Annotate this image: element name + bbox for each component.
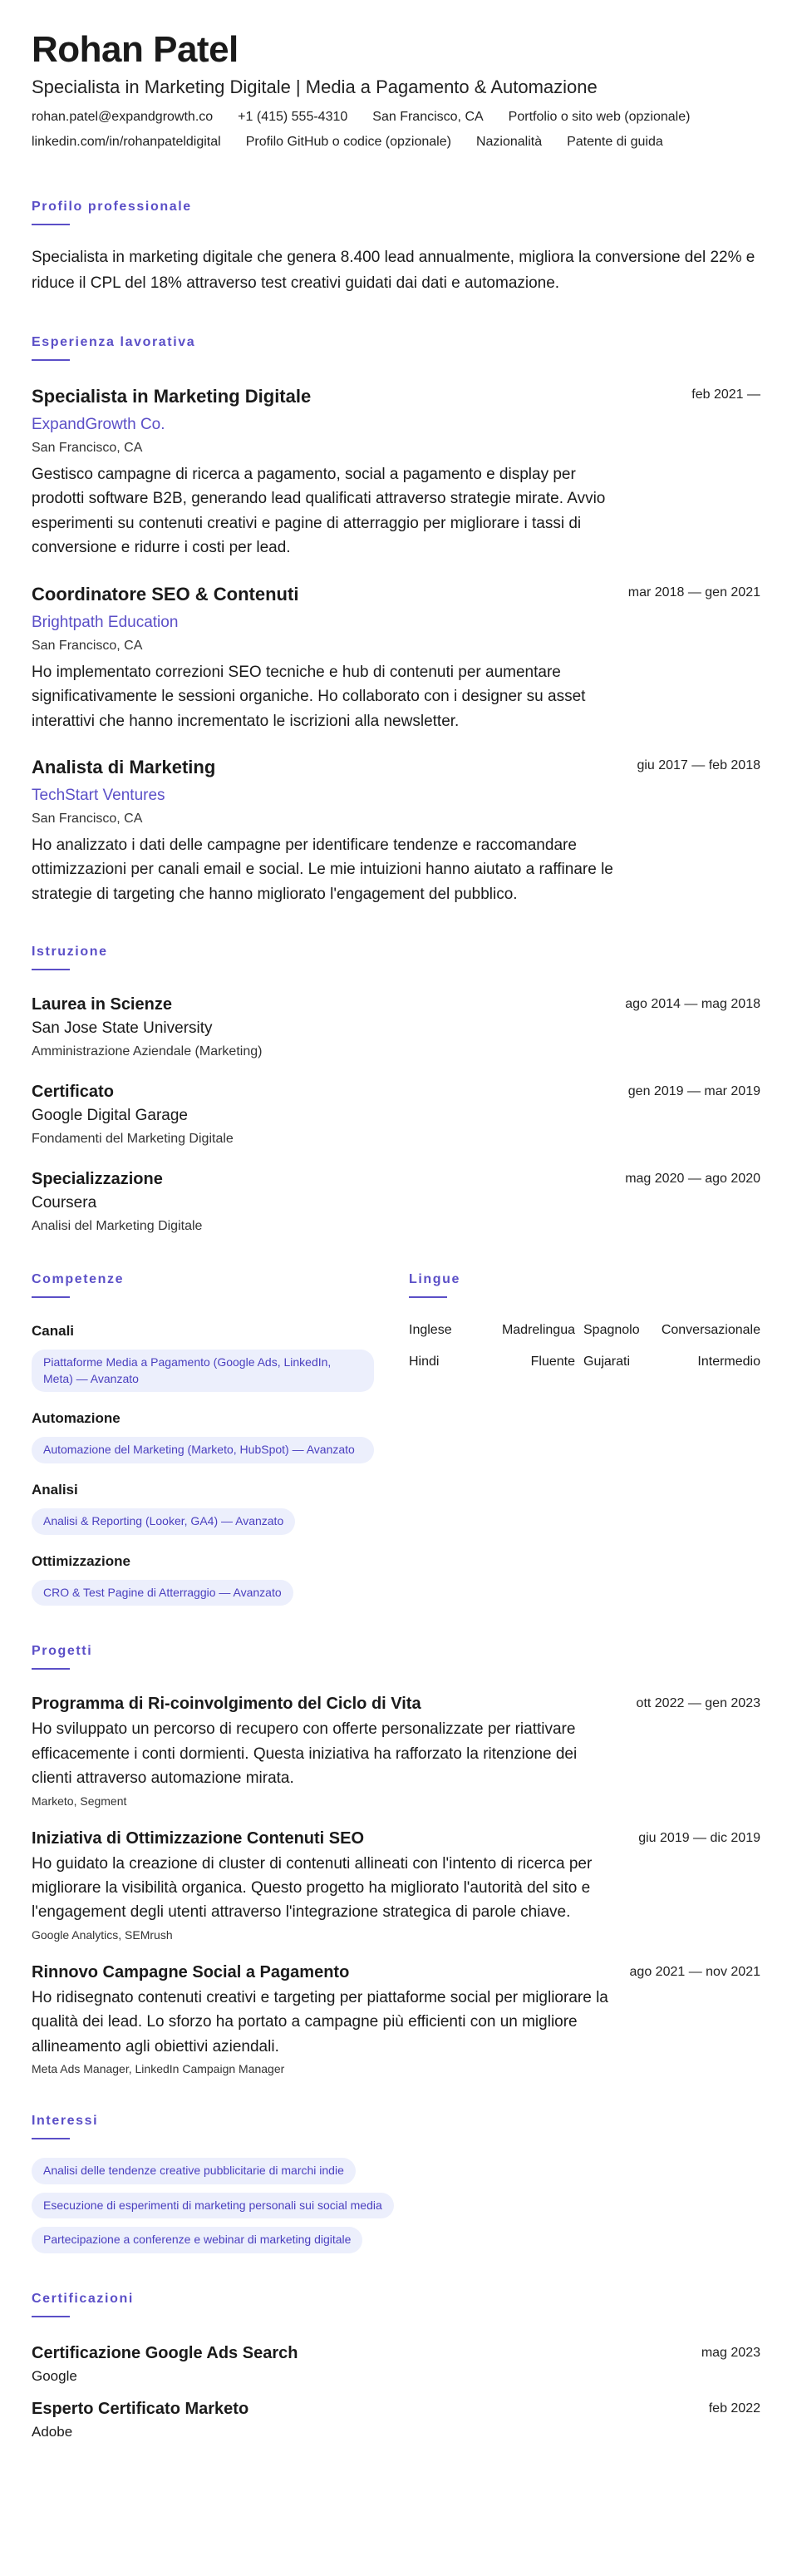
certification-title: Certificazione Google Ads Search <box>32 2343 298 2362</box>
project-description: Ho sviluppato un percorso di recupero con offerte personalizzate per riattivare efficacemente i conti dormienti. Questa iniziativa ha rafforzato la ritenzione dei clienti attraverso automazione mirata. <box>32 1720 578 1788</box>
job-location: San Francisco, CA <box>32 440 143 455</box>
section-title: Lingue <box>409 1272 461 1287</box>
job-location: San Francisco, CA <box>32 811 143 826</box>
skill-group <box>32 1410 409 1463</box>
education-entry <box>32 995 760 1059</box>
certifications-section <box>32 2292 760 2440</box>
job-title: Specialista in Marketing Digitale <box>32 385 312 407</box>
education-list <box>32 995 760 1234</box>
section-divider <box>409 1296 447 1298</box>
project-description: Ho ridisegnato contenuti creativi e targeting per piattaforme social per migliorare la qualità dei lead. Lo sforzo ha portato a campagne più efficienti con un migliore allineamento agli obiettivi aziendali. <box>32 1988 608 2055</box>
project-tools: Marketo, Segment <box>32 1794 127 1808</box>
section-divider <box>32 224 70 225</box>
language-name: Gujarati <box>583 1355 631 1369</box>
language-level: Intermedio <box>697 1355 760 1369</box>
education-entry <box>32 1083 760 1147</box>
language-name: Spagnolo <box>583 1323 640 1338</box>
education-field: Fondamenti del Marketing Digitale <box>32 1132 234 1147</box>
contact-driving-license: Patente di guida <box>567 135 663 150</box>
section-title: Profilo professionale <box>32 200 192 215</box>
certification-entry <box>32 2344 760 2385</box>
skill-category: Ottimizzazione <box>32 1552 131 1569</box>
skill-category: Automazione <box>32 1410 121 1427</box>
contact-phone[interactable]: +1 (415) 555-4310 <box>238 110 348 125</box>
education-degree: Certificato <box>32 1083 114 1102</box>
certification-list <box>32 2344 760 2440</box>
job-description: Ho analizzato i dati delle campagne per identificare tendenze e raccomandare ottimizzazioni per canali email e social. Le mie intuizioni hanno aiutato a raffinare le strategie di targeting che hanno migliorato l'engagement del pubblico. <box>32 836 613 903</box>
section-divider <box>32 969 70 970</box>
education-degree: Specializzazione <box>32 1170 163 1189</box>
section-divider <box>32 1296 70 1298</box>
project-list <box>32 1695 760 2075</box>
languages-section <box>409 1272 760 1606</box>
contact-portfolio[interactable]: Portfolio o sito web (opzionale) <box>508 110 691 125</box>
education-degree: Laurea in Scienze <box>32 995 172 1014</box>
job-title: Analista di Marketing <box>32 756 216 777</box>
contact-location: San Francisco, CA <box>372 110 484 125</box>
section-divider <box>32 359 70 361</box>
certification-entry <box>32 2400 760 2440</box>
language-level: Fluente <box>530 1355 575 1369</box>
skill-tag: Analisi & Reporting (Looker, GA4) — Avanzato <box>32 1508 295 1535</box>
skill-tag: CRO & Test Pagine di Atterraggio — Avanzato <box>32 1580 293 1606</box>
skills-section <box>32 1272 409 1606</box>
education-field: Analisi del Marketing Digitale <box>32 1219 203 1234</box>
job-company: TechStart Ventures <box>32 786 165 804</box>
project-entry <box>32 1695 760 1807</box>
education-entry <box>32 1170 760 1234</box>
section-title: Certificazioni <box>32 2291 134 2306</box>
contact-linkedin[interactable]: linkedin.com/in/rohanpateldigital <box>32 135 221 150</box>
section-divider <box>32 2138 70 2139</box>
project-dates: ago 2021 — nov 2021 <box>629 1964 760 1979</box>
skill-group <box>32 1553 409 1606</box>
skills-languages-row <box>32 1272 760 1606</box>
certification-title: Esperto Certificato Marketo <box>32 2399 249 2418</box>
project-description: Ho guidato la creazione di cluster di contenuti allineati con l'intento di ricerca per migliorare la visibilità organica. Questo progetto ha migliorato l'autorità del sito e l'engagement degli utenti attraverso l'integrazione strategica di parole chiave. <box>32 1854 593 1922</box>
skill-group <box>32 1323 409 1392</box>
job-dates: feb 2021 — <box>691 387 760 402</box>
education-section <box>32 945 760 1234</box>
skill-tag: Piattaforme Media a Pagamento (Google Ads, LinkedIn, Meta) — Avanzato <box>32 1350 374 1392</box>
skill-category: Analisi <box>32 1482 78 1498</box>
section-divider <box>32 2316 70 2317</box>
project-tools: Google Analytics, SEMrush <box>32 1927 173 1942</box>
section-divider <box>32 1668 70 1670</box>
contact-info-secondary <box>32 135 760 160</box>
skill-list <box>32 1323 409 1606</box>
job-company: Brightpath Education <box>32 613 179 631</box>
interest-tag: Analisi delle tendenze creative pubblicitarie di marchi indie <box>32 2158 356 2184</box>
certification-issuer: Adobe <box>32 2423 73 2440</box>
candidate-name: Rohan Patel <box>32 29 239 70</box>
skill-tag: Automazione del Marketing (Marketo, HubSpot) — Avanzato <box>32 1437 374 1463</box>
job-dates: mar 2018 — gen 2021 <box>627 585 760 600</box>
job-entry <box>32 584 760 733</box>
project-tools: Meta Ads Manager, LinkedIn Campaign Manager <box>32 2062 285 2076</box>
skill-group <box>32 1482 409 1535</box>
education-school: San Jose State University <box>32 1019 213 1038</box>
certification-date: mag 2023 <box>701 2345 760 2360</box>
language-name: Inglese <box>409 1323 452 1338</box>
education-dates: gen 2019 — mar 2019 <box>627 1084 760 1099</box>
profile-summary: Specialista in marketing digitale che genera 8.400 lead annualmente, migliora la conversione del 22% e riduce il CPL del 18% attraverso test creativi guidati dai dati e automazione. <box>32 249 755 293</box>
interests-section <box>32 2114 760 2253</box>
project-title: Programma di Ri-coinvolgimento del Ciclo di Vita <box>32 1695 421 1714</box>
job-description: Ho implementato correzioni SEO tecniche e hub di contenuti per aumentare significativamente le sessioni organiche. Ho collaborato con i designer su asset interattivi che hanno incrementato le iscrizioni alla newsletter. <box>32 663 586 730</box>
projects-section <box>32 1644 760 2075</box>
certification-issuer: Google <box>32 2367 77 2384</box>
resume-header <box>32 30 760 160</box>
section-title: Esperienza lavorativa <box>32 334 196 349</box>
profile-section <box>32 200 760 297</box>
section-title: Progetti <box>32 1644 93 1659</box>
job-location: San Francisco, CA <box>32 638 143 653</box>
project-dates: ott 2022 — gen 2023 <box>636 1696 760 1711</box>
job-list <box>32 386 760 906</box>
skill-category: Canali <box>32 1323 75 1340</box>
language-name: Hindi <box>409 1355 440 1369</box>
education-school: Coursera <box>32 1194 97 1212</box>
job-entry <box>32 757 760 906</box>
section-title: Interessi <box>32 2114 99 2129</box>
contact-email[interactable]: rohan.patel@expandgrowth.co <box>32 110 214 125</box>
education-school: Google Digital Garage <box>32 1107 188 1125</box>
job-title: Coordinatore SEO & Contenuti <box>32 583 299 605</box>
language-level: Madrelingua <box>501 1323 575 1338</box>
interest-list <box>32 2158 760 2253</box>
education-field: Amministrazione Aziendale (Marketing) <box>32 1044 263 1059</box>
job-company: ExpandGrowth Co. <box>32 415 165 433</box>
education-dates: mag 2020 — ago 2020 <box>625 1172 760 1187</box>
interest-tag: Esecuzione di esperimenti di marketing personali sui social media <box>32 2193 394 2219</box>
project-entry <box>32 1963 760 2075</box>
certification-date: feb 2022 <box>708 2401 760 2416</box>
interest-tag: Partecipazione a conferenze e webinar di marketing digitale <box>32 2227 362 2253</box>
section-title: Competenze <box>32 1272 125 1287</box>
project-dates: giu 2019 — dic 2019 <box>638 1830 760 1845</box>
job-entry <box>32 386 760 560</box>
education-dates: ago 2014 — mag 2018 <box>625 997 760 1012</box>
job-description: Gestisco campagne di ricerca a pagamento, social a pagamento e display per prodotti software B2B, generando lead qualificati attraverso strategie mirate. Avvio esperimenti su contenuti creativi e pagine di atterraggio per migliorare i tassi di conversione e ridurre i costi per lead. <box>32 465 606 557</box>
language-level: Conversazionale <box>661 1323 760 1338</box>
contact-nationality: Nazionalità <box>475 135 543 150</box>
project-title: Iniziativa di Ottimizzazione Contenuti SEO <box>32 1828 365 1848</box>
section-title: Istruzione <box>32 945 108 960</box>
candidate-headline: Specialista in Marketing Digitale | Media a Pagamento & Automazione <box>32 76 598 98</box>
job-dates: giu 2017 — feb 2018 <box>637 758 760 772</box>
project-title: Rinnovo Campagne Social a Pagamento <box>32 1962 350 1981</box>
contact-info <box>32 110 760 135</box>
experience-section <box>32 335 760 906</box>
contact-github[interactable]: Profilo GitHub o codice (opzionale) <box>245 135 451 150</box>
project-entry <box>32 1829 760 1942</box>
language-list <box>409 1323 760 1369</box>
